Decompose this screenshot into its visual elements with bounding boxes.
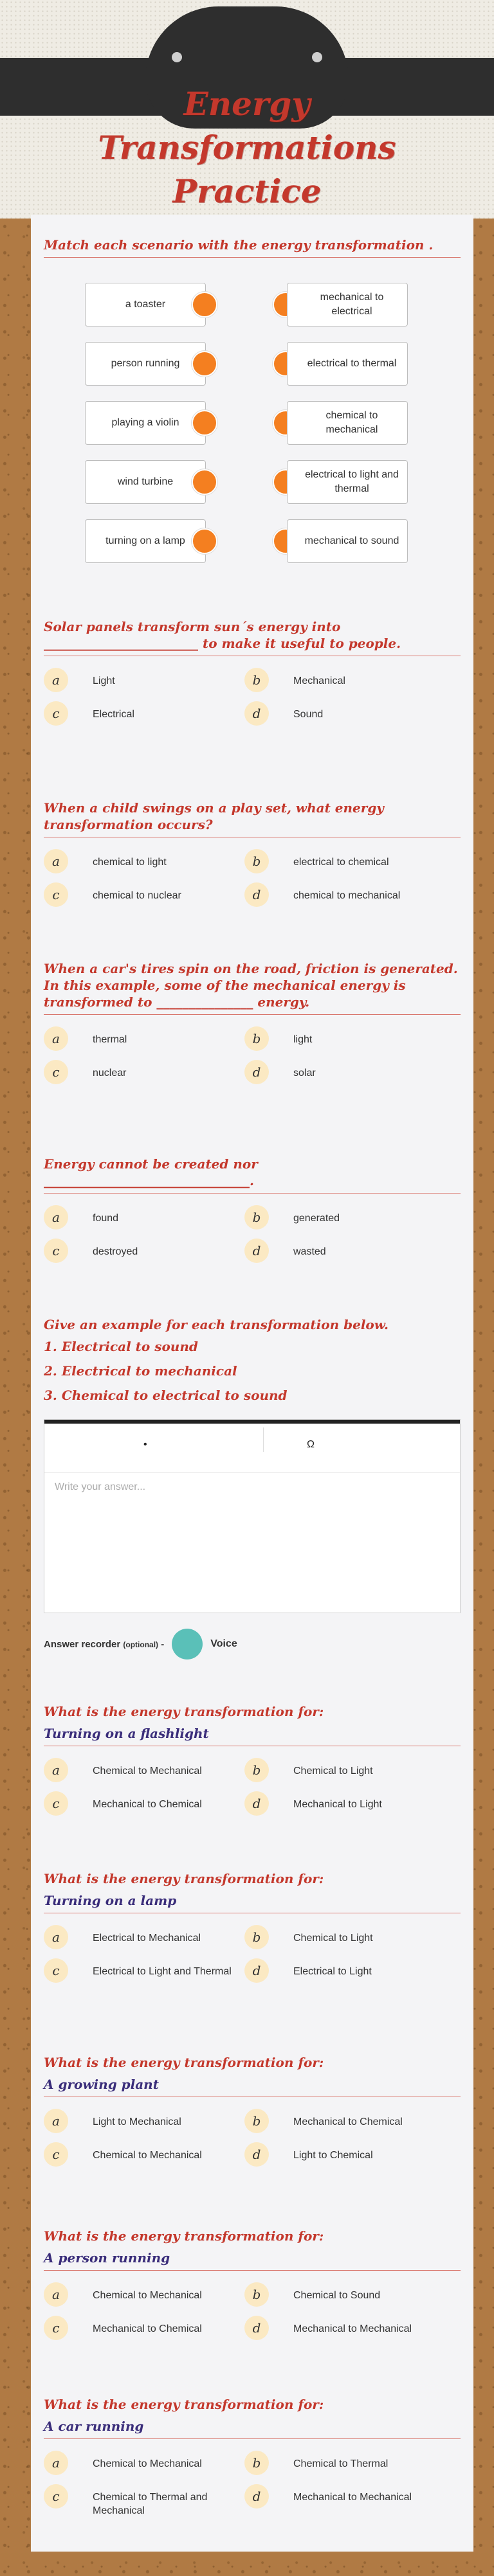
option-letter[interactable]: b: [244, 2109, 269, 2133]
match-right-item: mechanical to electrical: [287, 283, 408, 326]
option-letter[interactable]: d: [244, 882, 269, 907]
example-list: [44, 1334, 461, 1408]
option-c[interactable]: [44, 2484, 244, 2518]
option-text[interactable]: Chemical to Mechanical: [93, 2290, 202, 2301]
example-question: [44, 1316, 461, 1408]
option-text[interactable]: Mechanical to Mechanical: [293, 2492, 412, 2503]
option-a[interactable]: [44, 1026, 244, 1051]
title-line: Transformations: [98, 129, 396, 166]
match-right-item: electrical to light and thermal: [287, 460, 408, 504]
option-text[interactable]: chemical to mechanical: [293, 890, 401, 901]
option-text[interactable]: Sound: [293, 709, 324, 720]
option-a[interactable]: [44, 668, 244, 692]
question-subject: A person running: [44, 2250, 170, 2266]
option-b[interactable]: [244, 668, 445, 692]
divider: [44, 2270, 461, 2271]
option-letter[interactable]: c: [44, 1791, 68, 1816]
option-text[interactable]: nuclear: [93, 1068, 127, 1078]
options: [44, 1205, 461, 1263]
option-d[interactable]: [244, 1060, 445, 1084]
match-left-item: person running: [85, 342, 206, 386]
option-d[interactable]: [244, 2316, 445, 2340]
question-subject: A growing plant: [44, 2077, 159, 2092]
option-c[interactable]: [44, 1958, 244, 1983]
toolbar-separator: [263, 1427, 264, 1452]
option-letter[interactable]: c: [44, 2316, 68, 2340]
option-c[interactable]: [44, 1239, 244, 1263]
recorder-label: [44, 1639, 164, 1650]
option-text[interactable]: light: [293, 1034, 313, 1045]
options: [44, 849, 461, 907]
option-letter[interactable]: a: [44, 2282, 68, 2307]
option-c[interactable]: [44, 2316, 244, 2340]
option-d[interactable]: [244, 1239, 445, 1263]
option-letter[interactable]: c: [44, 1239, 68, 1263]
option-text[interactable]: Chemical to Thermal: [293, 2458, 389, 2469]
worksheet-card: [31, 215, 473, 2552]
option-letter[interactable]: c: [44, 701, 68, 726]
answer-recorder: [44, 1629, 237, 1659]
options: [44, 2282, 461, 2340]
option-letter[interactable]: d: [244, 1791, 269, 1816]
option-text[interactable]: found: [93, 1213, 119, 1224]
option-d[interactable]: [244, 1791, 445, 1816]
question-subject: Turning on a lamp: [44, 1893, 177, 1908]
option-text[interactable]: Electrical: [93, 709, 134, 720]
title-line: Energy: [183, 85, 311, 123]
option-text[interactable]: Light: [93, 675, 115, 686]
option-letter[interactable]: b: [244, 1925, 269, 1949]
option-a[interactable]: [44, 2451, 244, 2475]
recorder-dash: -: [158, 1638, 165, 1650]
transform-question-3: [44, 2054, 461, 2167]
match-right-item: mechanical to sound: [287, 519, 408, 563]
question-subject: Turning on a flashlight: [44, 1726, 209, 1741]
option-letter[interactable]: b: [244, 1026, 269, 1051]
option-text[interactable]: generated: [293, 1213, 340, 1224]
option-text[interactable]: wasted: [293, 1246, 326, 1257]
options: [44, 2451, 461, 2518]
question-heading: What is the energy transformation for:: [44, 2397, 324, 2412]
option-letter[interactable]: c: [44, 882, 68, 907]
option-d[interactable]: [244, 2142, 445, 2167]
question-heading: What is the energy transformation for:: [44, 2055, 324, 2070]
option-letter[interactable]: d: [244, 1958, 269, 1983]
option-b[interactable]: [244, 1758, 445, 1782]
question-title: When a car's tires spin on the road, friction is generated. In this example, some of the mechanical energy is transformed to _______________ energy.: [44, 961, 458, 1010]
option-a[interactable]: [44, 849, 244, 873]
divider: [44, 257, 461, 258]
options: [44, 1925, 461, 1983]
option-d[interactable]: [244, 2484, 445, 2518]
option-letter[interactable]: a: [44, 1205, 68, 1230]
transform-question-1: [44, 1703, 461, 1816]
option-letter[interactable]: a: [44, 2451, 68, 2475]
option-text[interactable]: chemical to light: [93, 857, 167, 868]
option-b[interactable]: [244, 2109, 445, 2133]
option-letter[interactable]: a: [44, 849, 68, 873]
option-d[interactable]: [244, 701, 445, 726]
option-b[interactable]: [244, 2282, 445, 2307]
option-text[interactable]: Chemical to Light: [293, 1933, 373, 1944]
option-letter[interactable]: c: [44, 1060, 68, 1084]
option-text[interactable]: destroyed: [93, 1246, 138, 1257]
options: [44, 2109, 461, 2167]
match-right-item: chemical to mechanical: [287, 401, 408, 445]
question-title: Give an example for each transformation below.: [44, 1317, 389, 1332]
match-left-item: a toaster: [85, 283, 206, 326]
option-a[interactable]: [44, 1205, 244, 1230]
option-letter[interactable]: d: [244, 2142, 269, 2167]
option-letter[interactable]: b: [244, 2451, 269, 2475]
option-letter[interactable]: d: [244, 701, 269, 726]
rivet-left: [170, 50, 184, 64]
option-b[interactable]: [244, 849, 445, 873]
voice-record-button[interactable]: [172, 1629, 203, 1659]
question-heading: What is the energy transformation for:: [44, 1704, 324, 1719]
option-text[interactable]: Electrical to Mechanical: [93, 1933, 201, 1944]
question-title: Energy cannot be created nor ________________________________.: [44, 1156, 258, 1188]
option-a[interactable]: [44, 2282, 244, 2307]
option-letter[interactable]: d: [244, 1239, 269, 1263]
option-text[interactable]: solar: [293, 1068, 316, 1078]
option-b[interactable]: [244, 1026, 445, 1051]
example-item: 1. Electrical to sound: [44, 1339, 198, 1354]
option-letter[interactable]: c: [44, 1958, 68, 1983]
divider: [44, 2438, 461, 2439]
option-letter[interactable]: a: [44, 668, 68, 692]
match-left-connector[interactable]: [192, 292, 217, 318]
option-text[interactable]: Electrical to Light and Thermal: [93, 1966, 232, 1977]
option-b[interactable]: [244, 1205, 445, 1230]
question-2: [44, 800, 461, 907]
title-line: Practice: [172, 172, 322, 210]
option-text[interactable]: Chemical to Thermal and Mechanical: [93, 2492, 208, 2516]
answer-placeholder[interactable]: Write your answer...: [55, 1481, 146, 1492]
option-letter[interactable]: c: [44, 2484, 68, 2509]
option-letter[interactable]: b: [244, 668, 269, 692]
question-subject: A car running: [44, 2419, 144, 2434]
option-text[interactable]: Electrical to Light: [293, 1966, 372, 1977]
option-text[interactable]: Mechanical: [293, 675, 345, 686]
option-letter[interactable]: d: [244, 2316, 269, 2340]
match-left-connector[interactable]: [192, 351, 217, 377]
match-left-item: turning on a lamp: [85, 519, 206, 563]
option-text[interactable]: Mechanical to Mechanical: [293, 2323, 412, 2334]
transform-question-2: [44, 1870, 461, 1983]
option-c[interactable]: [44, 882, 244, 907]
question-4: [44, 1156, 461, 1263]
match-left-connector[interactable]: [192, 469, 217, 495]
example-item: 3. Chemical to electrical to sound: [44, 1388, 288, 1403]
option-letter[interactable]: b: [244, 2282, 269, 2307]
option-d[interactable]: [244, 882, 445, 907]
option-letter[interactable]: a: [44, 1026, 68, 1051]
divider: [44, 1014, 461, 1015]
rivet-right: [310, 50, 324, 64]
answer-textarea[interactable]: [44, 1419, 461, 1613]
question-3: [44, 960, 461, 1084]
question-heading: What is the energy transformation for:: [44, 2228, 324, 2244]
option-letter[interactable]: b: [244, 1758, 269, 1782]
question-1: [44, 618, 461, 726]
question-title: Match each scenario with the energy transformation .: [44, 237, 434, 253]
option-b[interactable]: [244, 1925, 445, 1949]
recorder-optional-text: (optional): [123, 1640, 159, 1649]
option-text[interactable]: Mechanical to Chemical: [293, 2116, 403, 2127]
option-text[interactable]: Chemical to Mechanical: [93, 2458, 202, 2469]
special-character-button[interactable]: Ω: [307, 1439, 315, 1450]
bullet-list-button[interactable]: •: [143, 1439, 147, 1450]
match-left-connector[interactable]: [192, 410, 217, 436]
option-c[interactable]: [44, 1060, 244, 1084]
option-letter[interactable]: a: [44, 1758, 68, 1782]
page-title: [0, 82, 494, 213]
option-a[interactable]: [44, 2109, 244, 2133]
option-text[interactable]: Mechanical to Light: [293, 1799, 382, 1810]
option-letter[interactable]: c: [44, 2142, 68, 2167]
option-c[interactable]: [44, 701, 244, 726]
options: [44, 1026, 461, 1084]
option-text[interactable]: Light to Mechanical: [93, 2116, 181, 2127]
option-text[interactable]: Chemical to Light: [293, 1766, 373, 1776]
match-question: [44, 237, 461, 258]
option-text[interactable]: Mechanical to Chemical: [93, 1799, 202, 1810]
option-letter[interactable]: a: [44, 2109, 68, 2133]
editor-toolbar: [44, 1420, 460, 1472]
option-text[interactable]: Mechanical to Chemical: [93, 2323, 202, 2334]
options: [44, 1758, 461, 1816]
question-heading: What is the energy transformation for:: [44, 1871, 324, 1886]
question-title: Solar panels transform sun´s energy into ________________________ to make it useful to people.: [44, 619, 401, 651]
match-right-item: electrical to thermal: [287, 342, 408, 386]
option-letter[interactable]: a: [44, 1925, 68, 1949]
match-left-connector[interactable]: [192, 528, 217, 554]
question-title: When a child swings on a play set, what energy transformation occurs?: [44, 800, 384, 832]
option-text[interactable]: thermal: [93, 1034, 127, 1045]
recorder-label-text: Answer recorder: [44, 1638, 121, 1650]
option-text[interactable]: electrical to chemical: [293, 857, 389, 868]
option-d[interactable]: [244, 1958, 445, 1983]
option-c[interactable]: [44, 1791, 244, 1816]
option-a[interactable]: [44, 1758, 244, 1782]
match-left-item: wind turbine: [85, 460, 206, 504]
option-c[interactable]: [44, 2142, 244, 2167]
option-b[interactable]: [244, 2451, 445, 2475]
transform-question-4: [44, 2228, 461, 2340]
option-text[interactable]: Chemical to Mechanical: [93, 1766, 202, 1776]
example-item: 2. Electrical to mechanical: [44, 1363, 237, 1379]
option-letter[interactable]: b: [244, 849, 269, 873]
match-left-item: playing a violin: [85, 401, 206, 445]
option-letter[interactable]: d: [244, 2484, 269, 2509]
option-letter[interactable]: b: [244, 1205, 269, 1230]
options: [44, 668, 461, 726]
transform-question-5: [44, 2396, 461, 2518]
option-text[interactable]: Chemical to Mechanical: [93, 2150, 202, 2161]
option-letter[interactable]: d: [244, 1060, 269, 1084]
option-text[interactable]: Chemical to Sound: [293, 2290, 381, 2301]
option-text[interactable]: chemical to nuclear: [93, 890, 181, 901]
voice-label: Voice: [210, 1638, 237, 1649]
divider: [44, 1193, 461, 1194]
option-a[interactable]: [44, 1925, 244, 1949]
option-text[interactable]: Light to Chemical: [293, 2150, 373, 2161]
